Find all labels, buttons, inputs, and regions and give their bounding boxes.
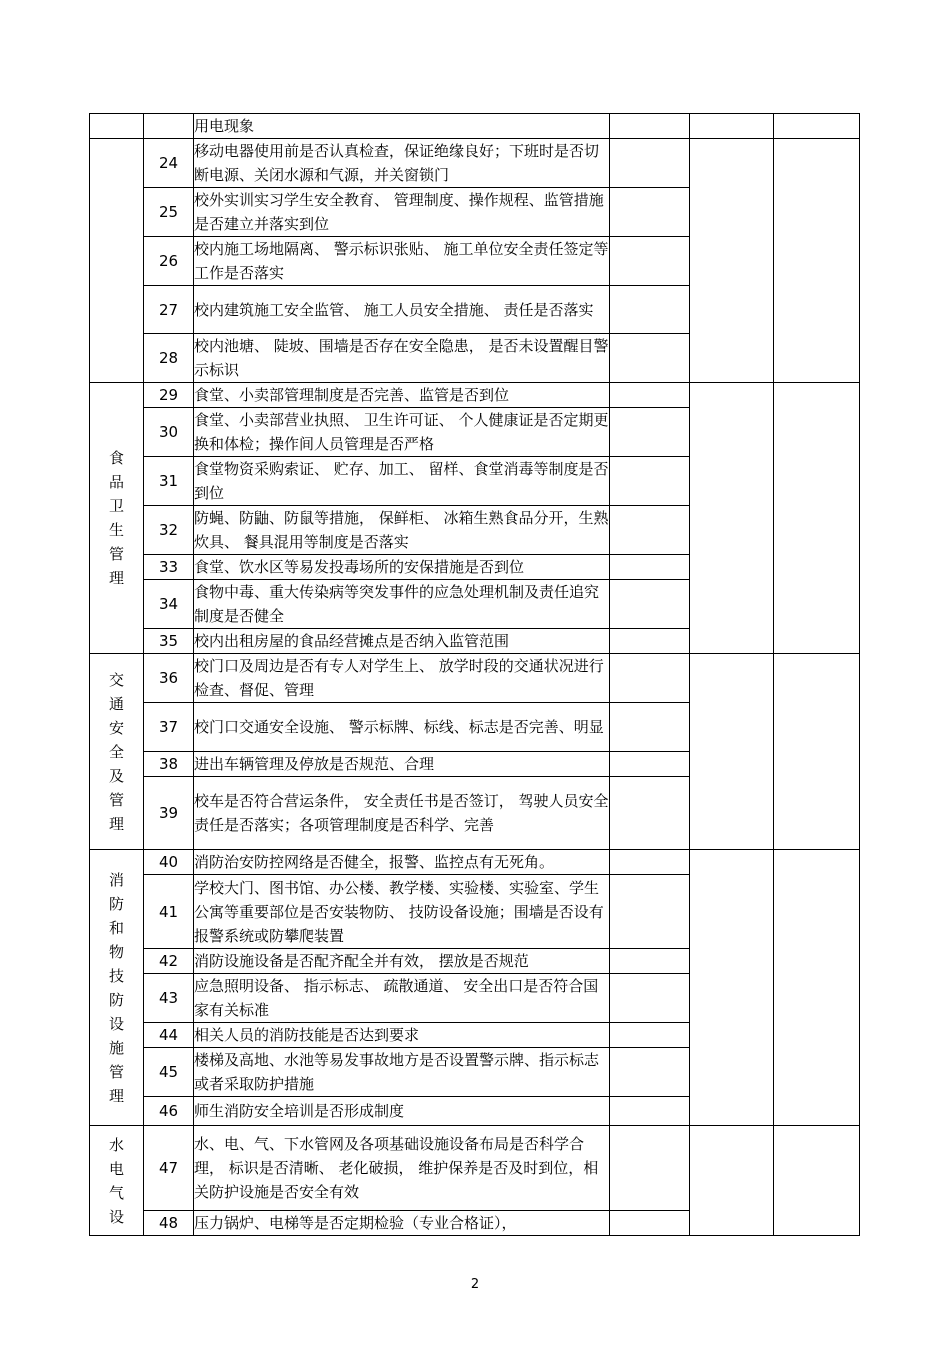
row-text: 进出车辆管理及停放是否规范、合理 <box>194 752 610 777</box>
blank-cell <box>610 974 690 1023</box>
row-text: 食堂、小卖部营业执照、 卫生许可证、 个人健康证是否定期更换和体检；操作间人员管理是否严格 <box>194 408 610 457</box>
row-text: 师生消防安全培训是否形成制度 <box>194 1097 610 1126</box>
blank-cell <box>610 457 690 506</box>
row-text: 校内出租房屋的食品经营摊点是否纳入监管范围 <box>194 629 610 654</box>
blank-cell <box>610 555 690 580</box>
blank-cell <box>774 139 860 383</box>
blank-cell <box>610 1211 690 1236</box>
blank-cell <box>610 334 690 383</box>
row-text: 消防治安防控网络是否健全，报警、监控点有无死角。 <box>194 850 610 875</box>
row-text: 学校大门、图书馆、办公楼、教学楼、实验楼、实验室、学生公寓等重要部位是否安装物防、 技防设备设施；围墙是否设有报警系统或防攀爬装置 <box>194 875 610 949</box>
row-text: 用电现象 <box>194 114 610 139</box>
row-number: 35 <box>144 629 194 654</box>
row-number: 28 <box>144 334 194 383</box>
category-cell-empty <box>90 114 144 139</box>
blank-cell <box>610 949 690 974</box>
row-number: 38 <box>144 752 194 777</box>
row-text: 水、电、气、下水管网及各项基础设施设备布局是否科学合理， 标识是否清晰、 老化破损， 维护保养是否及时到位，相关防护设施是否安全有效 <box>194 1126 610 1211</box>
row-text: 校车是否符合营运条件， 安全责任书是否签订， 驾驶人员安全责任是否落实；各项管理制度是否科学、完善 <box>194 777 610 850</box>
blank-cell <box>610 850 690 875</box>
blank-cell <box>610 383 690 408</box>
row-number: 44 <box>144 1023 194 1048</box>
row-number: 30 <box>144 408 194 457</box>
row-number: 45 <box>144 1048 194 1097</box>
row-text: 应急照明设备、 指示标志、 疏散通道、 安全出口是否符合国家有关标准 <box>194 974 610 1023</box>
row-text: 校内池塘、 陡坡、围墙是否存在安全隐患， 是否未设置醒目警示标识 <box>194 334 610 383</box>
row-number: 39 <box>144 777 194 850</box>
blank-cell <box>690 654 774 850</box>
blank-cell <box>610 1126 690 1211</box>
row-text: 食物中毒、重大传染病等突发事件的应急处理机制及责任追究制度是否健全 <box>194 580 610 629</box>
category-fire <box>90 850 144 1126</box>
blank-cell <box>610 777 690 850</box>
blank-cell <box>610 114 690 139</box>
row-text: 食堂、饮水区等易发投毒场所的安保措施是否到位 <box>194 555 610 580</box>
row-number: 41 <box>144 875 194 949</box>
row-text: 食堂、小卖部管理制度是否完善、监管是否到位 <box>194 383 610 408</box>
blank-cell <box>774 654 860 850</box>
blank-cell <box>610 703 690 752</box>
category-food <box>90 383 144 654</box>
row-text: 校内施工场地隔离、 警示标识张贴、 施工单位安全责任签定等工作是否落实 <box>194 237 610 286</box>
category-label: 食品卫生管理 <box>108 449 124 587</box>
blank-cell <box>610 752 690 777</box>
inspection-table <box>89 113 860 1236</box>
category-label: 水电气设 <box>108 1135 124 1226</box>
row-number: 47 <box>144 1126 194 1211</box>
row-number: 29 <box>144 383 194 408</box>
blank-cell <box>690 139 774 383</box>
row-number: 42 <box>144 949 194 974</box>
table-row <box>90 654 860 703</box>
row-number <box>144 114 194 139</box>
table-row <box>90 1126 860 1211</box>
blank-cell <box>610 875 690 949</box>
table-row <box>90 383 860 408</box>
blank-cell <box>690 850 774 1126</box>
category-cell-empty <box>90 139 144 383</box>
blank-cell <box>610 654 690 703</box>
row-text: 相关人员的消防技能是否达到要求 <box>194 1023 610 1048</box>
row-number: 27 <box>144 286 194 334</box>
row-number: 26 <box>144 237 194 286</box>
blank-cell <box>610 580 690 629</box>
row-number: 25 <box>144 188 194 237</box>
row-text: 移动电器使用前是否认真检查，保证绝缘良好；下班时是否切断电源、关闭水源和气源，并关窗锁门 <box>194 139 610 188</box>
blank-cell <box>610 408 690 457</box>
blank-cell <box>774 383 860 654</box>
row-number: 40 <box>144 850 194 875</box>
row-number: 34 <box>144 580 194 629</box>
row-text: 校门口及周边是否有专人对学生上、 放学时段的交通状况进行检查、督促、管理 <box>194 654 610 703</box>
blank-cell <box>610 629 690 654</box>
row-text: 食堂物资采购索证、 贮存、加工、 留样、食堂消毒等制度是否到位 <box>194 457 610 506</box>
row-number: 43 <box>144 974 194 1023</box>
blank-cell <box>610 1097 690 1126</box>
blank-cell <box>610 286 690 334</box>
category-label: 消防和物技防设施管理 <box>108 870 124 1105</box>
table-row <box>90 114 860 139</box>
row-text: 校门口交通安全设施、 警示标牌、标线、标志是否完善、明显 <box>194 703 610 752</box>
row-number: 31 <box>144 457 194 506</box>
row-text: 压力锅炉、电梯等是否定期检验（专业合格证）， <box>194 1211 610 1236</box>
blank-cell <box>690 1126 774 1236</box>
row-number: 32 <box>144 506 194 555</box>
row-number: 36 <box>144 654 194 703</box>
row-number: 46 <box>144 1097 194 1126</box>
row-text: 消防设施设备是否配齐配全并有效， 摆放是否规范 <box>194 949 610 974</box>
row-number: 24 <box>144 139 194 188</box>
row-text: 校外实训实习学生安全教育、 管理制度、操作规程、监管措施是否建立并落实到位 <box>194 188 610 237</box>
blank-cell <box>774 114 860 139</box>
row-number: 33 <box>144 555 194 580</box>
category-utilities <box>90 1126 144 1236</box>
blank-cell <box>610 506 690 555</box>
blank-cell <box>610 139 690 188</box>
category-traffic <box>90 654 144 850</box>
blank-cell <box>610 237 690 286</box>
row-text: 防蝇、防鼬、防鼠等措施， 保鲜柜、 冰箱生熟食品分开，生熟炊具、 餐具混用等制度是否落实 <box>194 506 610 555</box>
blank-cell <box>774 1126 860 1236</box>
blank-cell <box>690 383 774 654</box>
table-row <box>90 850 860 875</box>
blank-cell <box>610 1048 690 1097</box>
blank-cell <box>690 114 774 139</box>
row-text: 校内建筑施工安全监管、 施工人员安全措施、 责任是否落实 <box>194 286 610 334</box>
table-row <box>90 139 860 188</box>
row-number: 48 <box>144 1211 194 1236</box>
blank-cell <box>774 850 860 1126</box>
category-label: 交通安全及管理 <box>108 670 124 833</box>
page-number: 2 <box>470 1277 480 1292</box>
row-number: 37 <box>144 703 194 752</box>
blank-cell <box>610 1023 690 1048</box>
row-text: 楼梯及高地、水池等易发事故地方是否设置警示牌、指示标志或者采取防护措施 <box>194 1048 610 1097</box>
blank-cell <box>610 188 690 237</box>
